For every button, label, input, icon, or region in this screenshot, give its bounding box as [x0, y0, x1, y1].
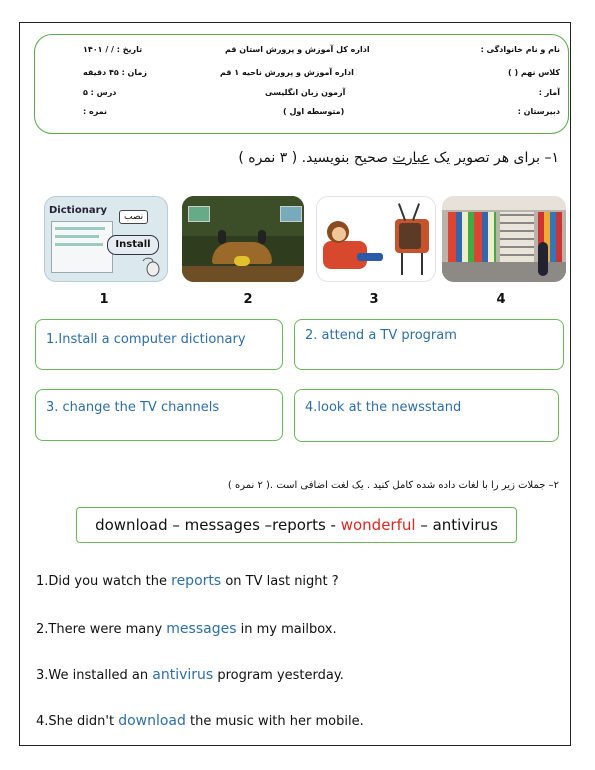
image-change-channels: [316, 196, 436, 282]
answer-word: antivirus: [152, 667, 214, 683]
image-newsstand: [442, 196, 566, 282]
exam-title: آزمون زبان انگلیسی: [265, 88, 346, 97]
word-bank: download – messages –reports - wonderful – antivirus: [76, 507, 517, 543]
answer-word: download: [118, 713, 186, 729]
question-2-title: ۲– جملات زیر را با لغات داده شده کامل کنید . یک لغت اضافی است .( ۲ نمره ): [227, 480, 559, 491]
roll-field: آمار :: [538, 88, 560, 97]
class-field: کلاس نهم ( ): [508, 68, 560, 77]
install-button-graphic: Install: [107, 235, 159, 255]
answer-box-4: 4.look at the newsstand: [294, 389, 559, 442]
answer-box-3: 3. change the TV channels: [35, 389, 283, 441]
exam-level: (متوسطه اول ): [283, 107, 345, 116]
exam-header: [34, 34, 569, 134]
answer-box-1: 1.Install a computer dictionary: [35, 319, 283, 370]
student-name-field: نام و نام خانوادگی :: [480, 45, 560, 54]
install-fa-tag: نصب: [119, 210, 148, 224]
question-1-title: ۱– برای هر تصویر یک عبارت صحیح بنویسید. ( ۳ نمره ): [238, 150, 559, 166]
sentence-3: 3.We installed an antivirus program yesterday.: [36, 667, 344, 683]
image-tv-program: [182, 196, 304, 282]
image-number-2: 2: [243, 292, 253, 307]
image-install-dictionary: [44, 196, 168, 282]
org-line-2: اداره آموزش و پرورش ناحیه ۱ قم: [220, 68, 354, 77]
answer-box-2: 2. attend a TV program: [294, 319, 564, 370]
lesson-field: درس : ۵: [83, 88, 117, 97]
underlined-word: عبارت: [392, 150, 430, 166]
sentence-4: 4.She didn't download the music with her mobile.: [36, 713, 364, 729]
image-number-4: 4: [496, 292, 506, 307]
sentence-1: 1.Did you watch the reports on TV last night ?: [36, 573, 339, 589]
mouse-icon: [141, 257, 165, 277]
dictionary-label: Dictionary: [49, 205, 108, 216]
school-field: دبیرستان :: [517, 107, 560, 116]
score-field: نمره :: [83, 107, 108, 116]
answer-word: reports: [171, 573, 222, 589]
date-field: تاریخ : / / ۱۴۰۱: [83, 45, 143, 54]
extra-word: wonderful: [340, 516, 416, 534]
sentence-2: 2.There were many messages in my mailbox.: [36, 621, 337, 637]
image-number-3: 3: [369, 292, 379, 307]
image-number-1: 1: [99, 292, 109, 307]
time-field: زمان : ۴۵ دقیقه: [83, 68, 147, 77]
answer-word: messages: [166, 621, 237, 637]
org-line-1: اداره کل آموزش و پرورش استان قم: [225, 45, 370, 54]
